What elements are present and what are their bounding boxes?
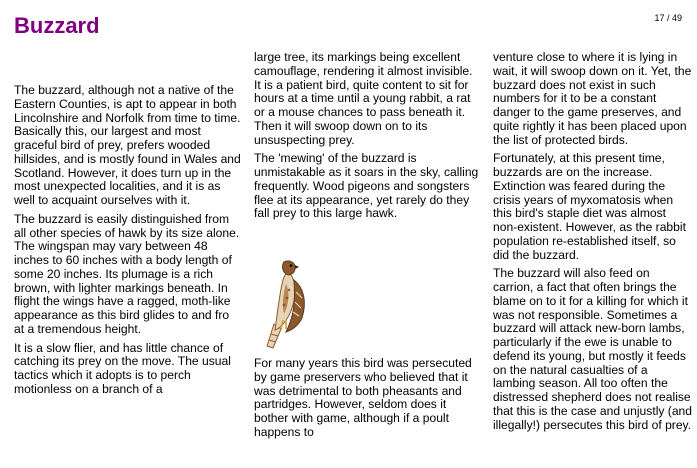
page-indicator: 17 / 49 [654,13,682,23]
paragraph: large tree, its markings being excellent camouflage, rendering it almost invisible. It is a patient bird, quite content to sit for hours at a time until a young rabbit, a rat or a mouse chances to pass beneath it. Then it will swoop down on to its unsuspecting prey. [254,50,473,147]
paragraph: The buzzard will also feed on carrion, a fact that often brings the blame on to it for a killing for which it was not responsible. Sometimes a buzzard will attack new-born lambs, particularly if the ewe is unable to defend its young, but mostly it feeds on the natural casualties of a lambing season. All too often the distressed shepherd does not realise that this is the case and unjustly (and illegally!) persecutes this bird of prey. [493,266,692,432]
paragraph: The buzzard, although not a native of the Eastern Counties, is apt to appear in both Lincolnshire and Norfolk from time to time. Basically this, our largest and most graceful bird of prey, prefers wooded hillsides, and is mostly found in Wales and Scotland. However, it does turn up in the most unexpected localities, and it is as well to acquaint ourselves with it. [14,83,241,207]
page-title: Buzzard [14,13,100,38]
column-1 [14,84,242,402]
paragraph: The 'mewing' of the buzzard is unmistakable as it soars in the sky, calling frequently. Wood pigeons and songsters flee at its appearance, yet rarely do they fall prey to this large hawk. [254,151,479,221]
paragraph: venture close to where it is lying in wait, it will swoop down on it. Yet, the buzzard does not exist in such numbers for it to be a constant danger to the game preserves, and quite rightly it has been placed upon the list of protected birds. [493,50,692,147]
buzzard-illustration-icon [264,258,310,350]
column-2-top [254,51,479,226]
column-2-bottom [254,357,479,445]
buzzard-head [283,261,296,275]
paragraph: For many years this bird was persecuted by game preservers who believed that it was detrimental to both pheasants and partridges. However, seldom does it bother with game, although if a poult happens to [254,356,472,439]
paragraph: The buzzard is easily distinguished from all other species of hawk by its size alone. The wingspan may vary between 48 inches to 60 inches with a body length of some 20 inches. Its plumage is a rich brown, with lighter markings beneath. In flight the wings have a ragged, moth-like appearance as this bird glides to and fro at a tremendous height. [14,211,240,336]
paragraph: Fortunately, at this present time, buzzards are on the increase. Extinction was feared during the crisis years of myxomatosis when this bird's staple diet was almost non-existent. However, as the rabbit population re-established itself, so did the buzzard. [493,151,686,262]
paragraph: It is a slow flier, and has little chance of catching its prey on the move. The usual tactics which it adopts is to perch motionless on a branch of a [14,340,231,396]
column-3 [493,51,693,437]
